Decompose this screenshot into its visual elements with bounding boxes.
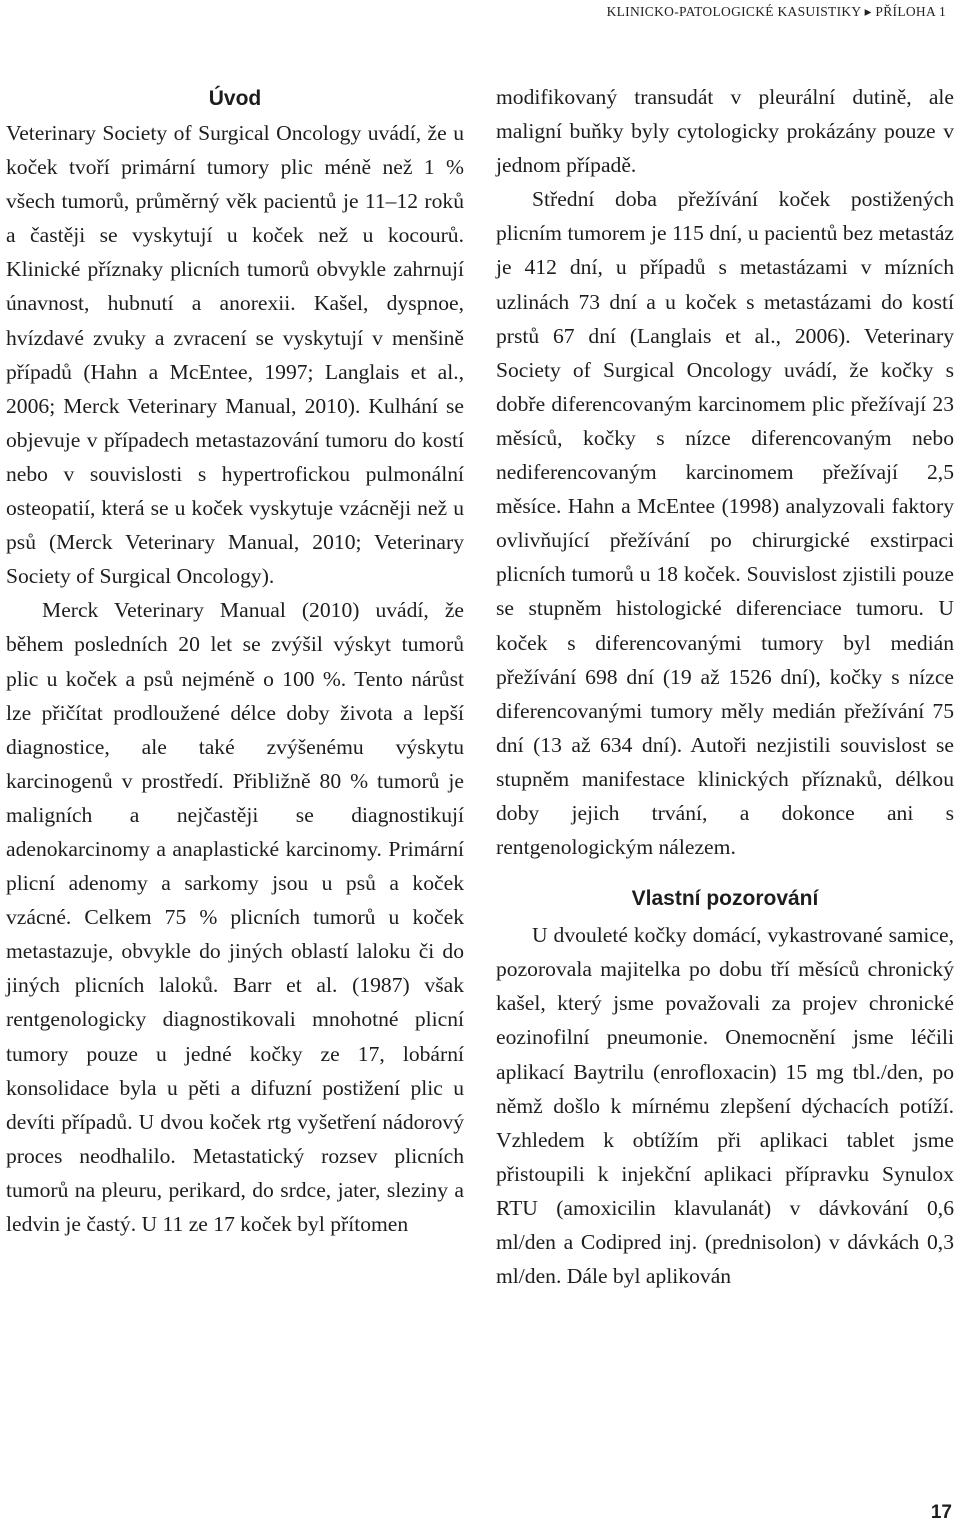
section-heading-vlastni-pozorovani: Vlastní pozorování bbox=[631, 887, 819, 911]
left-column bbox=[6, 82, 464, 1241]
paragraph: U dvouleté kočky domácí, vykastrované samice, pozorovala majitelka po dobu tří měsíců chronický kašel, který jsme považovali za projev chronické eozinofilní pneumonie. Onemocnění jsme léčili aplikací Baytrilu (enrofloxacin) 15 mg tbl./den, po němž došlo k mírnému zlepšení dýchacích potíží. Vzhledem k obtížím při aplikaci tablet jsme přistoupili k injekční aplikaci přípravku Synulox RTU (amoxicilin klavulanát) v dávkování 0,6 ml/den a Codipred inj. (prednisolon) v dávkách 0,3 ml/den. Dále byl aplikován bbox=[496, 923, 954, 1289]
right-column bbox=[496, 80, 954, 1293]
paragraph: Merck Veterinary Manual (2010) uvádí, že během posledních 20 let se zvýšil výskyt tumorů plic u koček a psů nejméně o 100 %. Tento nárůst lze přičítat prodloužené délce doby života a lepší diagnostice, ale také zvýšenému výskytu karcinogenů v prostředí. Přibližně 80 % tumorů je maligních a nejčastěji se diagnostikují adenokarcinomy a anaplastické karcinomy. Primární plicní adenomy a sarkomy jsou u psů a koček vzácné. Celkem 75 % plicních tumorů u koček metastazuje, obvykle do jiných oblastí laloku či do jiných plicních laloků. Barr et al. (1987) však rentgenologicky diagnostikovali mnohotné plicní tumory pouze u jedné kočky ze 17, lobární konsolidace byla u pěti a difuzní postižení plic u devíti případů. U dvou koček rtg vyšetření nádorový proces neodhalilo. Metastatický rozsev plicních tumorů na pleuru, perikard, do srdce, jater, sleziny a ledvin je častý. U 11 ze 17 koček byl přítomen bbox=[6, 598, 464, 1236]
paragraph: Střední doba přežívání koček postižených plicním tumorem je 115 dní, u pacientů bez metastáz je 412 dní, u případů s metastázami v mízních uzlinách 73 dní a u koček s metastázami do kostí prstů 67 dní (Langlais et al., 2006). Veterinary Society of Surgical Oncology uvádí, že kočky s dobře diferencovaným karcinomem plic přežívají 23 měsíců, kočky s nízce diferencovaným nebo nediferencovaným karcinomem přežívají 2,5 měsíce. Hahn a McEntee (1998) analyzovali faktory ovlivňující přežívání po chirurgické exstirpaci plicních tumorů u 18 koček. Souvislost zjistili pouze se stupněm histologické diferenciace tumoru. U koček s diferencovanými tumory byl medián přežívání 698 dní (19 až 1526 dní), kočky s nízce diferencovanými tumory měly medián přežívání 75 dní (13 až 634 dní). Autoři nezjistili souvislost se stupněm manifestace klinických příznaků, délkou doby jejich trvání, a dokonce ani s rentgenologickým nálezem. bbox=[496, 187, 954, 860]
paragraph: Veterinary Society of Surgical Oncology uvádí, že u koček tvoří primární tumory plic méně než 1 % všech tumorů, průměrný věk pacientů je 11–12 roků a častěji se vyskytují u koček než u kocourů. Klinické příznaky plicních tumorů obvykle zahrnují únavnost, hubnutí a anorexii. Kašel, dyspnoe, hvízdavé zvuky a zvracení se vyskytují v menšině případů (Hahn a McEntee, 1997; Langlais et al., 2006; Merck Veterinary Manual, 2010). Kulhání se objevuje v případech metastazování tumoru do kostí nebo v souvislosti s hypertrofickou pulmonální osteopatií, která se u koček vyskytuje vzácněji než u psů (Merck Veterinary Manual, 2010; Veterinary Society of Surgical Oncology). bbox=[6, 121, 464, 589]
running-head: KLINICKO-PATOLOGICKÉ KASUISTIKY ▸ PŘÍLOHA 1 bbox=[606, 4, 946, 19]
page-number: 17 bbox=[930, 1502, 952, 1523]
paragraph: modifikovaný transudát v pleurální dutině, ale maligní buňky byly cytologicky prokázány pouze v jednom případě. bbox=[496, 85, 954, 178]
section-heading-uvod: Úvod bbox=[208, 87, 262, 110]
